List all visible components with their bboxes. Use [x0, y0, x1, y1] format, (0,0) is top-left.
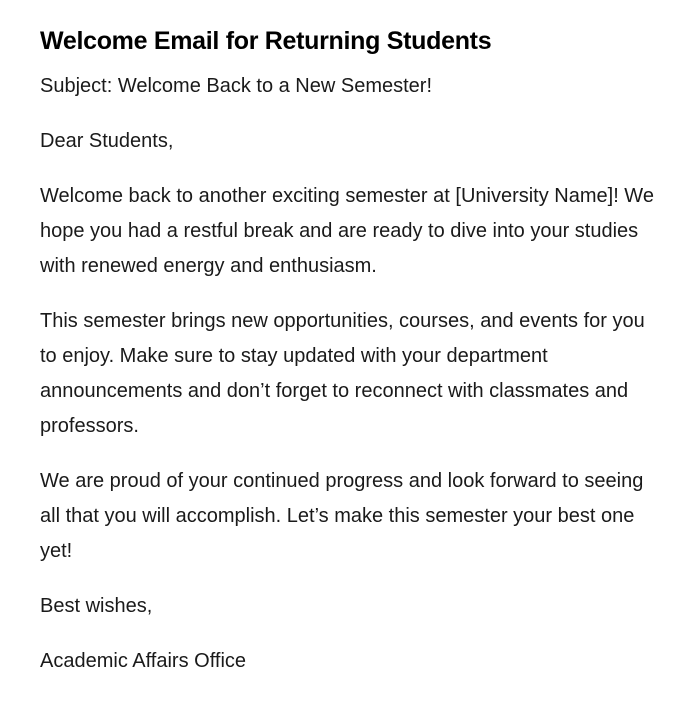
body-paragraph-3: We are proud of your continued progress and look forward to seeing all that you will accomplish. Let’s make this semester your best one yet!: [40, 470, 644, 562]
closing: Best wishes,: [40, 595, 153, 617]
body-paragraph-2: This semester brings new opportunities, courses, and events for you to enjoy. Make sure to stay updated with your department announcements and don’t forget to reconnect with classmates and professors.: [40, 310, 645, 437]
salutation: Dear Students,: [40, 130, 174, 152]
signature: Academic Affairs Office: [40, 650, 247, 672]
document-title: Welcome Email for Returning Students: [40, 27, 492, 55]
email-subject-line: Subject: Welcome Back to a New Semester!: [40, 75, 433, 97]
body-paragraph-1: Welcome back to another exciting semester at [University Name]! We hope you had a restful break and are ready to dive into your studies with renewed energy and enthusiasm.: [40, 185, 654, 277]
